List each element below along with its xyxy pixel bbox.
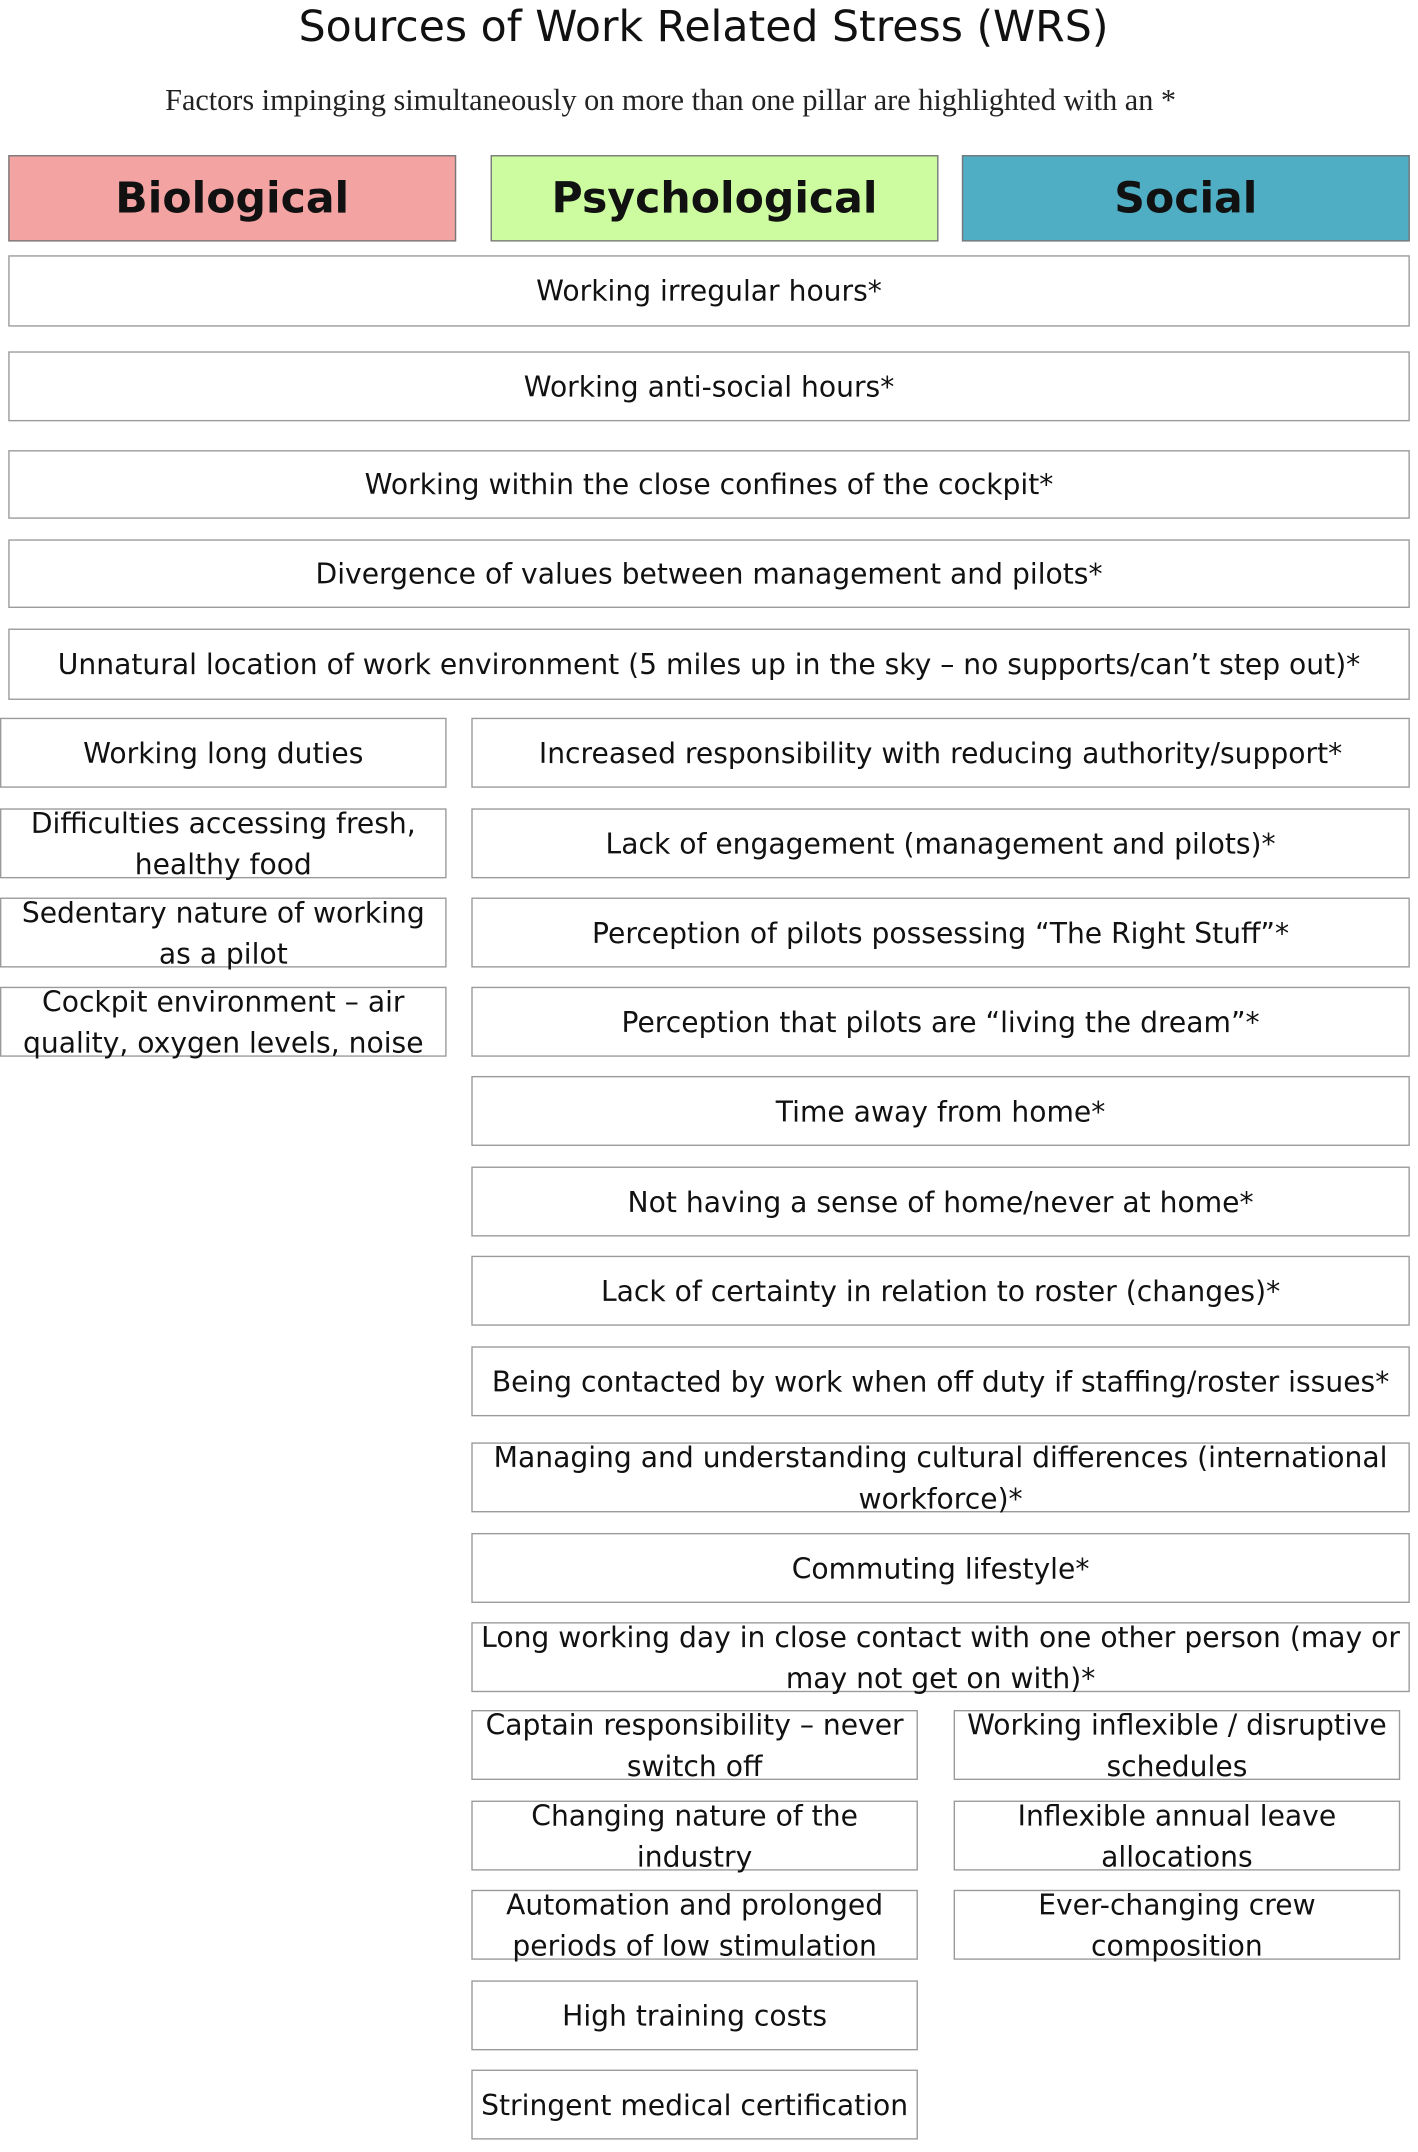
full-width-item: Working within the close confines of the cockpit* bbox=[8, 450, 1410, 519]
psychosocial-item: Managing and understanding cultural differences (international workforce)* bbox=[471, 1442, 1410, 1512]
social-item: Working inflexible / disruptive schedules bbox=[954, 1710, 1401, 1780]
psychosocial-item: Lack of certainty in relation to roster (changes)* bbox=[471, 1256, 1410, 1326]
psychological-item: Automation and prolonged periods of low stimulation bbox=[471, 1890, 918, 1960]
biological-item: Working long duties bbox=[0, 718, 447, 788]
full-width-item: Unnatural location of work environment (5 miles up in the sky – no supports/can’t step out)* bbox=[8, 629, 1410, 700]
psychosocial-item: Perception that pilots are “living the dream”* bbox=[471, 987, 1410, 1057]
psychosocial-item: Commuting lifestyle* bbox=[471, 1533, 1410, 1603]
psychological-item: High training costs bbox=[471, 1980, 918, 2050]
pillar-header-social: Social bbox=[962, 155, 1410, 241]
diagram-subtitle: Factors impinging simultaneously on more than one pillar are highlighted with an * bbox=[165, 82, 1176, 117]
biological-item: Cockpit environment – air quality, oxygen levels, noise bbox=[0, 987, 447, 1057]
psychological-item: Changing nature of the industry bbox=[471, 1801, 918, 1871]
psychosocial-item: Increased responsibility with reducing authority/support* bbox=[471, 718, 1410, 788]
psychosocial-item: Being contacted by work when off duty if staffing/roster issues* bbox=[471, 1346, 1410, 1416]
psychosocial-item: Time away from home* bbox=[471, 1076, 1410, 1146]
social-item: Ever-changing crew composition bbox=[954, 1890, 1401, 1960]
psychosocial-item: Lack of engagement (management and pilots)* bbox=[471, 808, 1410, 878]
pillar-header-psychological: Psychological bbox=[491, 155, 939, 241]
psychological-item: Stringent medical certification bbox=[471, 2070, 918, 2140]
psychosocial-item: Perception of pilots possessing “The Right Stuff”* bbox=[471, 898, 1410, 968]
psychosocial-item: Not having a sense of home/never at home* bbox=[471, 1167, 1410, 1237]
pillar-header-biological: Biological bbox=[8, 155, 456, 241]
psychological-item: Captain responsibility – never switch off bbox=[471, 1710, 918, 1780]
biological-item: Difficulties accessing fresh, healthy food bbox=[0, 808, 447, 878]
full-width-item: Working irregular hours* bbox=[8, 255, 1410, 326]
full-width-item: Divergence of values between management and pilots* bbox=[8, 539, 1410, 608]
diagram-title: Sources of Work Related Stress (WRS) bbox=[298, 2, 1109, 53]
biological-item: Sedentary nature of working as a pilot bbox=[0, 898, 447, 968]
psychosocial-item: Long working day in close contact with one other person (may or may not get on with)* bbox=[471, 1622, 1410, 1692]
social-item: Inflexible annual leave allocations bbox=[954, 1801, 1401, 1871]
full-width-item: Working anti-social hours* bbox=[8, 351, 1410, 421]
